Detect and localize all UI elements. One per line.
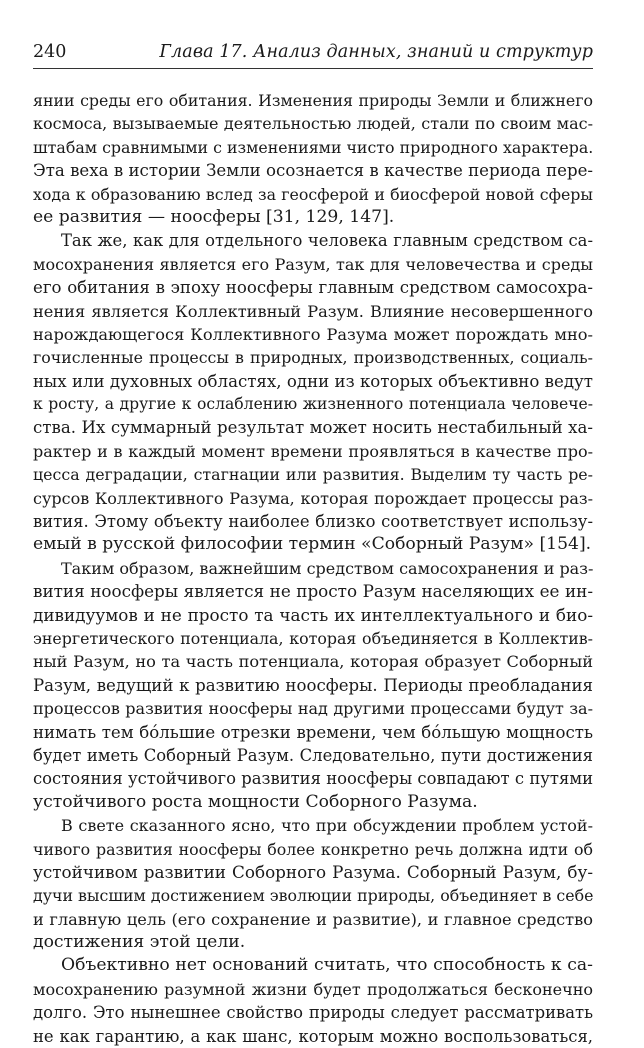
text-line: мосохранения является его Разум, так для человечества и среды	[33, 254, 593, 274]
text-line: Так же, как для отдельного человека главным средством са-	[61, 231, 593, 251]
book-page	[33, 40, 593, 1048]
text-line: Объективно нет оснований считать, что способность к са-	[61, 955, 593, 976]
text-line: Эта веха в истории Земли осознается в качестве периода пере-	[33, 161, 593, 181]
text-line: рактер и в каждый момент времени проявляться в качестве про-	[33, 441, 593, 461]
text-line: будет иметь Соборный Разум. Следовательно, пути достижения	[33, 745, 593, 765]
paragraph-2	[33, 229, 593, 556]
text-line: ный Разум, но та часть потенциала, которая образует Соборный	[33, 652, 593, 672]
text-line: янии среды его обитания. Изменения природы Земли и ближнего	[33, 91, 593, 110]
text-line: устойчивого роста мощности Соборного Разума.	[33, 791, 478, 812]
paragraph-4	[33, 814, 593, 954]
text-line: ства. Их суммарный результат может носить нестабильный ха-	[33, 418, 593, 438]
page-body	[33, 89, 593, 1048]
running-header	[33, 40, 593, 69]
text-line: не как гарантию, а как шанс, которым можно воспользоваться,	[33, 1026, 593, 1046]
text-line: штабам сравнимыми с изменениями чисто природного характера.	[33, 137, 594, 157]
text-line: нимать тем бóльшие отрезки времени, чем бóльшую мощность	[33, 722, 593, 742]
text-line: емый в русской философии термин «Соборный Разум» [154].	[33, 534, 592, 555]
page-number: 240	[33, 42, 67, 62]
text-line: его обитания в эпоху ноосферы главным средством самосохра-	[33, 278, 593, 298]
text-line: Разум, ведущий к развитию ноосферы. Периоды преобладания	[33, 675, 593, 695]
chapter-title: Глава 17. Анализ данных, знаний и структур	[159, 42, 593, 62]
text-line: и главную цель (его сохранение и развитие), и главное средство	[33, 909, 593, 929]
text-line: вития. Этому объекту наиболее близко соответствует использу-	[33, 512, 593, 532]
text-line: гочисленные процессы в природных, производственных, социаль-	[33, 348, 593, 368]
text-line: дучи высшим достижением эволюции природы, объединяет в себе	[33, 886, 594, 906]
text-line: состояния устойчивого развития ноосферы совпадают с путями	[33, 769, 593, 789]
text-line: космоса, вызываемые деятельностью людей, стали по своим мас-	[33, 114, 593, 134]
text-line: нарождающегося Коллективного Разума может порождать мно-	[33, 324, 593, 344]
paragraph-1	[33, 89, 593, 229]
text-line: В свете сказанного ясно, что при обсуждении проблем устой-	[61, 816, 593, 836]
text-line: вития ноосферы является не просто Разум населяющих ее ин-	[33, 581, 593, 602]
paragraph-5	[33, 954, 593, 1048]
paragraph-3	[33, 557, 593, 814]
text-line: дивидуумов и не просто та часть их интеллектуального и био-	[33, 604, 593, 625]
text-line: сурсов Коллективного Разума, которая порождает процессы раз-	[33, 488, 593, 508]
text-line: чивого развития ноосферы более конкретно речь должна идти об	[33, 839, 593, 859]
text-line: ных или духовных областях, одни из которых объективно ведут	[33, 371, 593, 391]
text-line: устойчивом развитии Соборного Разума. Соборный Разум, бу-	[33, 861, 593, 882]
text-line: энергетического потенциала, которая объединяется в Коллектив-	[33, 628, 593, 648]
text-line: достижения этой цели.	[33, 932, 246, 953]
text-line: к росту, а другие к ослаблению жизненного потенциала человече-	[33, 395, 593, 414]
text-line: мосохранению разумной жизни будет продолжаться бесконечно	[33, 979, 593, 999]
text-line: хода к образованию вслед за геосферой и биосферой новой сферы	[33, 184, 593, 204]
text-line: Таким образом, важнейшим средством самосохранения и раз-	[61, 558, 594, 578]
text-line: процессов развития ноосферы над другими процессами будут за-	[33, 699, 593, 719]
text-line: долго. Это нынешнее свойство природы следует рассматривать	[33, 1003, 593, 1023]
text-line: нения является Коллективный Разум. Влияние несовершенного	[33, 301, 593, 321]
text-line: цесса деградации, стагнации или развития. Выделим ту часть ре-	[33, 465, 593, 485]
text-line: ее развития — ноосферы [31, 129, 147].	[33, 206, 395, 227]
